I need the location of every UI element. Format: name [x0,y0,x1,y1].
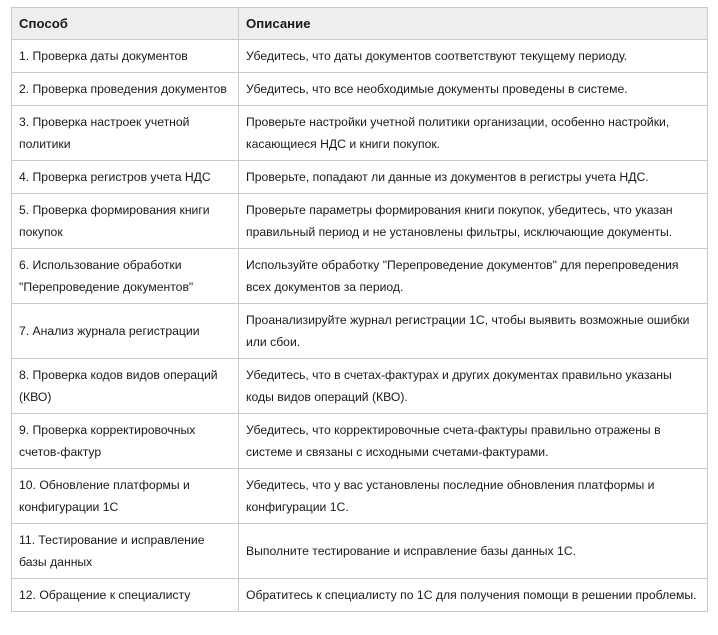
table-row [12,579,708,612]
row-description: Проанализируйте журнал регистрации 1С, чтобы выявить возможные ошибки или сбои. [239,304,708,359]
table-row [12,359,708,414]
row-description: Убедитесь, что все необходимые документы проведены в системе. [239,73,708,106]
table-row [12,304,708,359]
row-method: 10. Обновление платформы и конфигурации 1С [12,469,239,524]
table-row [12,249,708,304]
table-row [12,414,708,469]
row-method: 11. Тестирование и исправление базы данных [12,524,239,579]
row-method: 6. Использование обработки "Перепроведение документов" [12,249,239,304]
table-row [12,161,708,194]
table-row [12,40,708,73]
row-method: 5. Проверка формирования книги покупок [12,194,239,249]
methods-table [11,7,708,612]
table-row [12,73,708,106]
row-method: 2. Проверка проведения документов [12,73,239,106]
row-description: Выполните тестирование и исправление базы данных 1С. [239,524,708,579]
table-header-row [12,8,708,40]
row-method: 7. Анализ журнала регистрации [12,304,239,359]
row-method: 9. Проверка корректировочных счетов-фактур [12,414,239,469]
methods-table-container [11,7,707,612]
header-description: Описание [239,8,708,40]
row-description: Проверьте параметры формирования книги покупок, убедитесь, что указан правильный период и не установлены фильтры, исключающие документы. [239,194,708,249]
table-row [12,524,708,579]
row-description: Убедитесь, что даты документов соответствуют текущему периоду. [239,40,708,73]
table-row [12,194,708,249]
row-method: 1. Проверка даты документов [12,40,239,73]
header-method: Способ [12,8,239,40]
row-description: Используйте обработку "Перепроведение документов" для перепроведения всех документов за период. [239,249,708,304]
row-description: Проверьте, попадают ли данные из документов в регистры учета НДС. [239,161,708,194]
row-method: 4. Проверка регистров учета НДС [12,161,239,194]
row-description: Убедитесь, что в счетах-фактурах и других документах правильно указаны коды видов операций (КВО). [239,359,708,414]
row-description: Убедитесь, что у вас установлены последние обновления платформы и конфигурации 1С. [239,469,708,524]
row-description: Обратитесь к специалисту по 1С для получения помощи в решении проблемы. [239,579,708,612]
table-row [12,469,708,524]
row-description: Убедитесь, что корректировочные счета-фактуры правильно отражены в системе и связаны с исходными счетами-фактурами. [239,414,708,469]
table-row [12,106,708,161]
row-method: 3. Проверка настроек учетной политики [12,106,239,161]
row-method: 8. Проверка кодов видов операций (КВО) [12,359,239,414]
row-description: Проверьте настройки учетной политики организации, особенно настройки, касающиеся НДС и книги покупок. [239,106,708,161]
row-method: 12. Обращение к специалисту [12,579,239,612]
